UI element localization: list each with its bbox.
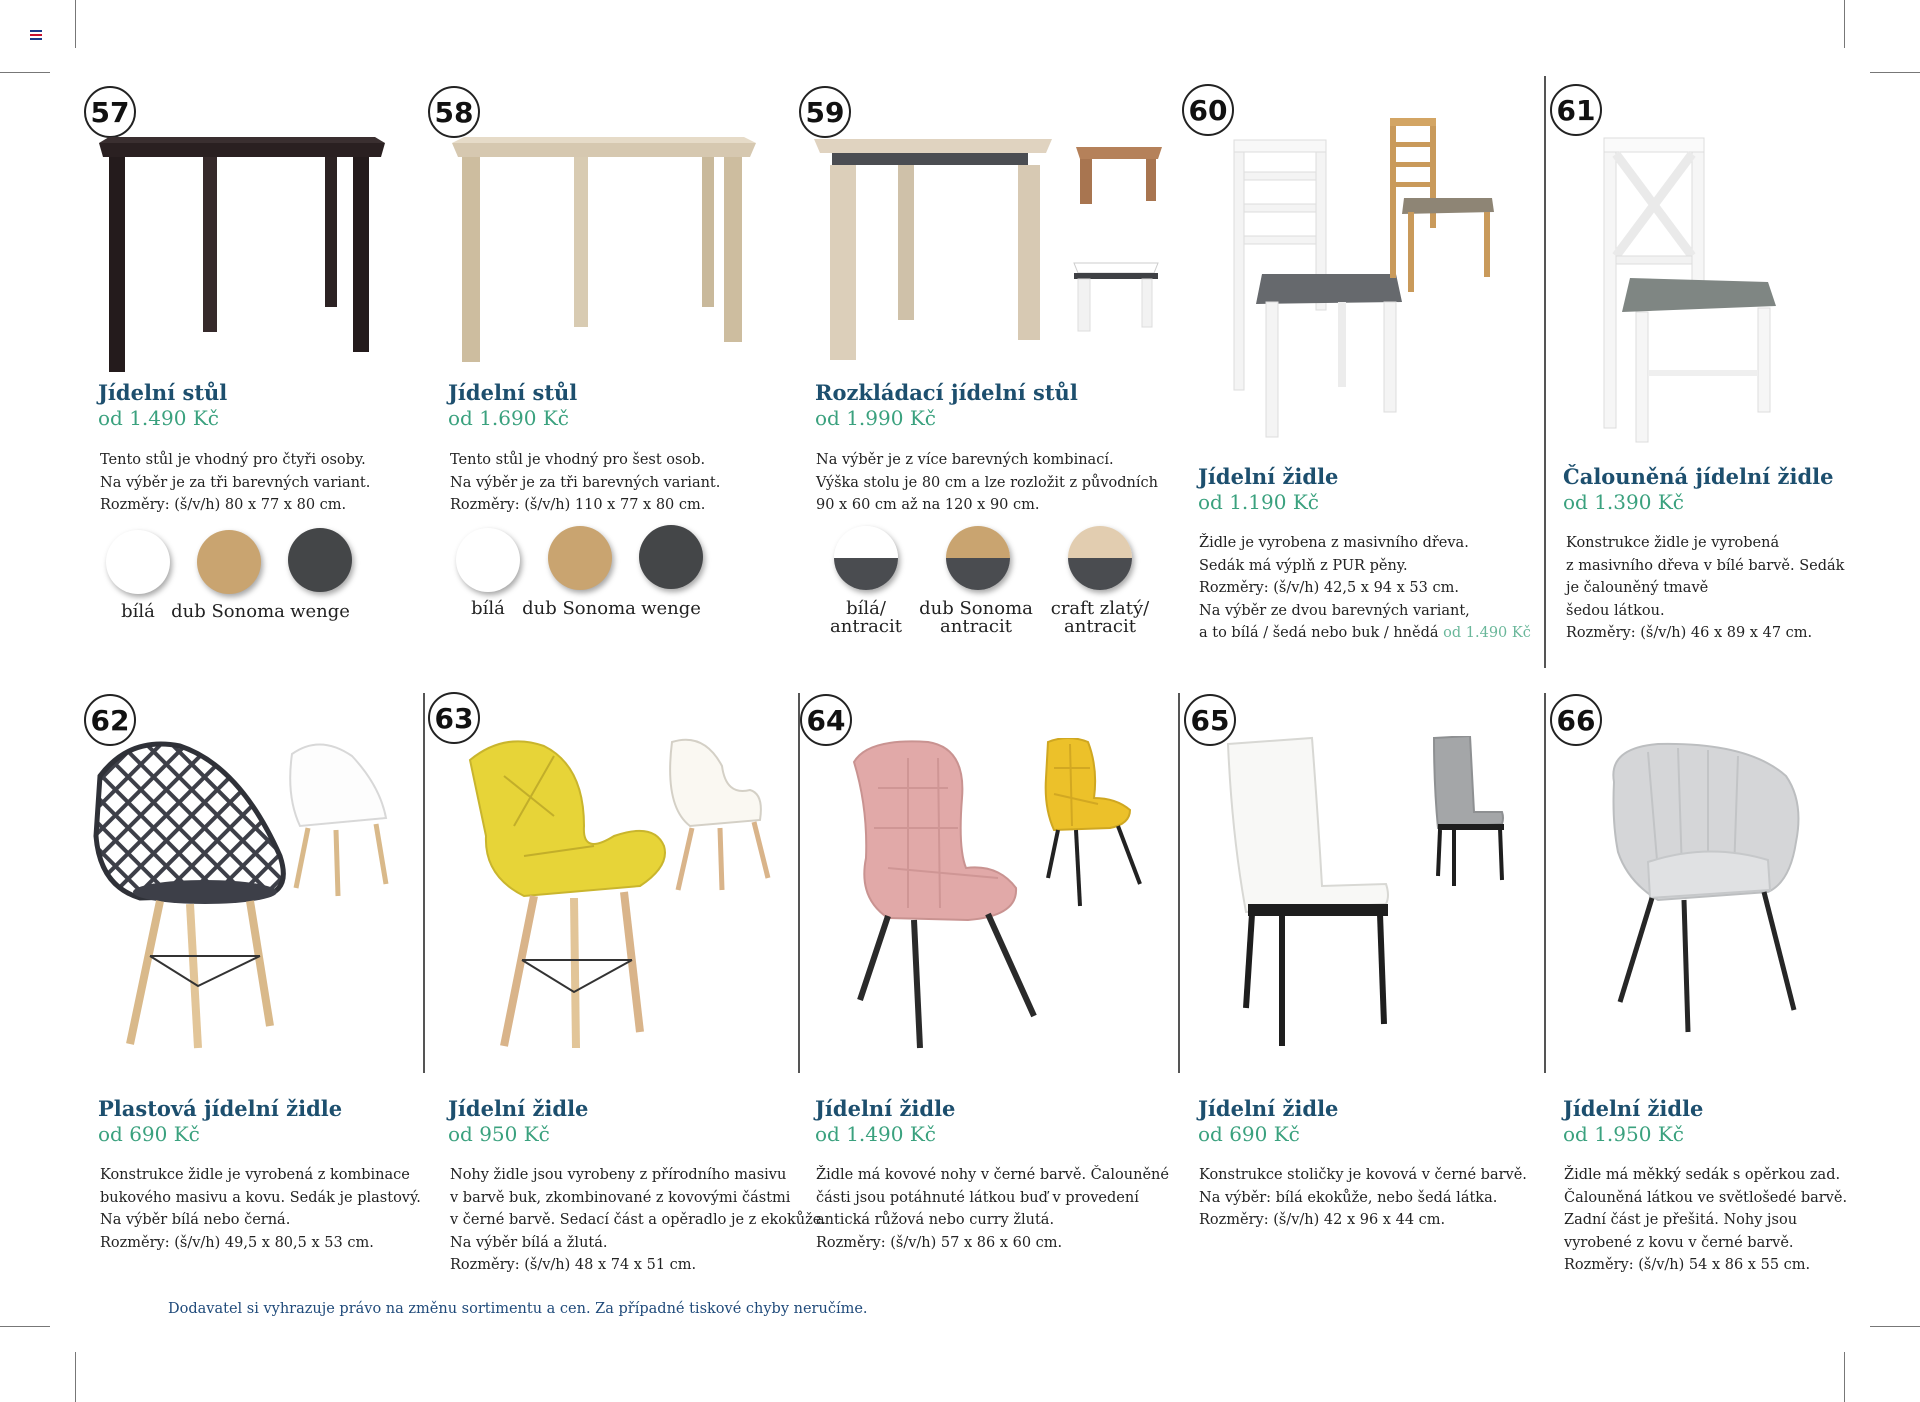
description-line: Židle má kovové nohy v černé barvě. Čalouněné <box>816 1167 1169 1183</box>
description-line: Rozměry: (š/v/h) 54 x 86 x 55 cm. <box>1564 1257 1811 1273</box>
description-line: Rozměry: (š/v/h) 110 x 77 x 80 cm. <box>450 497 706 513</box>
description-line: Na výběr ze dvou barevných variant, <box>1199 602 1470 619</box>
product-price: od 1.190 Kč <box>1198 490 1319 514</box>
description-line: Na výběr je z více barevných kombinací. <box>816 452 1114 468</box>
description-line: Nohy židle jsou vyrobeny z přírodního masivu <box>450 1167 787 1183</box>
product-title: Jídelní židle <box>815 1096 956 1121</box>
swatch-label-line: antracit <box>830 616 902 637</box>
color-swatch-wenge[interactable] <box>639 525 703 589</box>
column-separator <box>798 693 800 1073</box>
product-description <box>816 1164 1169 1254</box>
crop-mark <box>1870 1326 1920 1327</box>
description-line: bukového masivu a kovu. Sedák je plastový. <box>100 1189 421 1206</box>
description-line: Židle je vyrobena z masivního dřeva. <box>1199 535 1469 551</box>
menu-icon[interactable] <box>30 30 42 40</box>
product-price: od 1.390 Kč <box>1563 490 1684 514</box>
product-price: od 1.490 Kč <box>815 1122 936 1146</box>
swatch-label-line: craft zlatý/ <box>1050 598 1150 619</box>
swatch-label-line: bílá/ <box>846 598 886 619</box>
table-oak-image <box>448 135 760 370</box>
product-title: Jídelní židle <box>1198 464 1339 489</box>
color-swatch-white[interactable] <box>106 530 170 594</box>
crop-mark <box>0 1326 50 1327</box>
description-line: Rozměry: (š/v/h) 42 x 96 x 44 cm. <box>1199 1212 1446 1228</box>
swatch-label-line: antracit <box>940 616 1012 637</box>
swatch-label <box>1040 600 1160 636</box>
crop-mark <box>75 0 76 48</box>
description-line: z masivního dřeva v bílé barvě. Sedák <box>1566 557 1845 574</box>
column-separator <box>1544 693 1546 1073</box>
product-number: 64 <box>800 694 852 746</box>
product-description <box>1199 532 1531 645</box>
description-line: Konstrukce stoličky je kovová v černé barvě. <box>1199 1167 1527 1183</box>
product-price: od 690 Kč <box>1198 1122 1300 1146</box>
yellow-chair-image <box>464 736 784 1056</box>
product-price: od 1.950 Kč <box>1563 1122 1684 1146</box>
plastic-chair-image <box>90 736 400 1056</box>
product-price: od 1.690 Kč <box>448 406 569 430</box>
description-line: Rozměry: (š/v/h) 42,5 x 94 x 53 cm. <box>1199 580 1459 596</box>
product-number: 58 <box>428 86 480 138</box>
velvet-chair-image <box>848 738 1148 1058</box>
description-line: Konstrukce židle je vyrobená z kombinace <box>100 1167 410 1183</box>
product-title: Jídelní stůl <box>448 380 578 405</box>
description-line: Rozměry: (š/v/h) 48 x 74 x 51 cm. <box>450 1257 697 1273</box>
high-back-chair-image <box>1226 736 1516 1056</box>
column-separator <box>1544 76 1546 668</box>
product-title: Rozkládací jídelní stůl <box>815 380 1078 405</box>
product-number: 59 <box>799 86 851 138</box>
product-title: Jídelní stůl <box>98 380 228 405</box>
crop-mark <box>1844 1352 1845 1402</box>
color-swatch-white[interactable] <box>456 528 520 592</box>
product-description <box>1564 1164 1847 1277</box>
column-separator <box>423 693 425 1073</box>
color-swatch-white-anthracite[interactable] <box>834 526 898 590</box>
description-line: v barvě buk, zkombinované z kovovými částmi <box>450 1189 791 1206</box>
product-title: Jídelní židle <box>1563 1096 1704 1121</box>
description-line: antická růžová nebo curry žlutá. <box>816 1212 1055 1228</box>
description-line: v černé barvě. Sedací část a opěradlo je z ekokůže. <box>450 1212 826 1228</box>
description-line: je čalouněný tmavě <box>1566 580 1709 596</box>
swatch-label <box>916 600 1036 636</box>
description-line <box>1199 622 1531 645</box>
armchair-image <box>1598 742 1808 1042</box>
product-price: od 950 Kč <box>448 1122 550 1146</box>
product-title: Jídelní židle <box>1198 1096 1339 1121</box>
swatch-label: dub Sonoma <box>522 598 636 619</box>
product-description <box>100 449 370 517</box>
product-description <box>450 1164 826 1277</box>
description-text: a to bílá / šedá nebo buk / hnědá <box>1199 625 1444 641</box>
description-line: Na výběr bílá nebo černá. <box>100 1212 291 1228</box>
column-separator <box>1178 693 1180 1073</box>
color-swatch-sonoma-anthracite[interactable] <box>946 526 1010 590</box>
product-description <box>1199 1164 1527 1232</box>
product-price: od 690 Kč <box>98 1122 200 1146</box>
product-number: 63 <box>428 692 480 744</box>
product-number: 65 <box>1184 694 1236 746</box>
product-title: Plastová jídelní židle <box>98 1096 343 1121</box>
description-line: Na výběr: bílá ekokůže, nebo šedá látka. <box>1199 1189 1498 1206</box>
description-line: Konstrukce židle je vyrobená <box>1566 535 1780 551</box>
product-number: 62 <box>84 694 136 746</box>
crop-mark <box>75 1352 76 1402</box>
description-line: Rozměry: (š/v/h) 57 x 86 x 60 cm. <box>816 1234 1063 1251</box>
description-line: Tento stůl je vhodný pro šest osob. <box>450 452 706 468</box>
swatch-label: bílá <box>471 598 505 619</box>
swatch-label: dub Sonoma <box>171 601 285 622</box>
swatch-label <box>806 600 926 636</box>
description-line: vyrobené z kovu v černé barvě. <box>1564 1234 1794 1251</box>
product-title: Čalouněná jídelní židle <box>1563 464 1834 489</box>
product-title: Jídelní židle <box>448 1096 589 1121</box>
product-number: 60 <box>1182 84 1234 136</box>
product-price: od 1.990 Kč <box>815 406 936 430</box>
color-swatch-craft-anthracite[interactable] <box>1068 526 1132 590</box>
description-line: 90 x 60 cm až na 120 x 90 cm. <box>816 497 1040 513</box>
swatch-label: bílá <box>121 601 155 622</box>
crop-mark <box>1844 0 1845 48</box>
color-swatch-sonoma[interactable] <box>548 526 612 590</box>
description-line: Zadní část je přešitá. Nohy jsou <box>1564 1212 1798 1228</box>
description-line: Sedák má výplň z PUR pěny. <box>1199 557 1408 574</box>
description-line: Čalouněná látkou ve světlošedé barvě. <box>1564 1189 1848 1206</box>
description-line: Rozměry: (š/v/h) 46 x 89 x 47 cm. <box>1566 625 1813 641</box>
description-line: šedou látkou. <box>1566 602 1665 619</box>
product-description <box>1566 532 1844 645</box>
product-description <box>450 449 720 517</box>
crop-mark <box>1870 72 1920 73</box>
product-description <box>100 1164 421 1254</box>
description-line: Židle má měkký sedák s opěrkou zad. <box>1564 1167 1841 1183</box>
crop-mark <box>0 72 50 73</box>
table-dark-image <box>95 135 390 380</box>
product-number: 61 <box>1550 84 1602 136</box>
wooden-chair-image <box>1226 112 1506 442</box>
upholstered-chair-image <box>1592 136 1792 446</box>
swatch-label-line: dub Sonoma <box>919 598 1033 619</box>
description-line: Rozměry: (š/v/h) 49,5 x 80,5 x 53 cm. <box>100 1234 374 1251</box>
product-description <box>816 449 1158 517</box>
description-line: Na výběr je za tři barevných variant. <box>450 474 721 491</box>
description-line: Výška stolu je 80 cm a lze rozložit z původních <box>816 474 1158 491</box>
inline-price: od 1.490 Kč <box>1443 625 1531 641</box>
footer-disclaimer: Dodavatel si vyhrazuje právo na změnu sortimentu a cen. Za případné tiskové chyby neručíme. <box>168 1301 868 1317</box>
product-number: 57 <box>84 86 136 138</box>
description-line: části jsou potáhnuté látkou buď v provedení <box>816 1189 1139 1206</box>
product-number: 66 <box>1550 694 1602 746</box>
swatch-label-line: antracit <box>1064 616 1136 637</box>
swatch-label: wenge <box>641 598 701 619</box>
color-swatch-sonoma[interactable] <box>197 530 261 594</box>
description-line: Rozměry: (š/v/h) 80 x 77 x 80 cm. <box>100 497 347 513</box>
description-line: Na výběr bílá a žlutá. <box>450 1234 608 1251</box>
product-price: od 1.490 Kč <box>98 406 219 430</box>
swatch-label: wenge <box>290 601 350 622</box>
extendable-table-image <box>812 135 1172 370</box>
description-line: Na výběr je za tři barevných variant. <box>100 474 371 491</box>
color-swatch-wenge[interactable] <box>288 528 352 592</box>
description-line: Tento stůl je vhodný pro čtyři osoby. <box>100 452 366 468</box>
